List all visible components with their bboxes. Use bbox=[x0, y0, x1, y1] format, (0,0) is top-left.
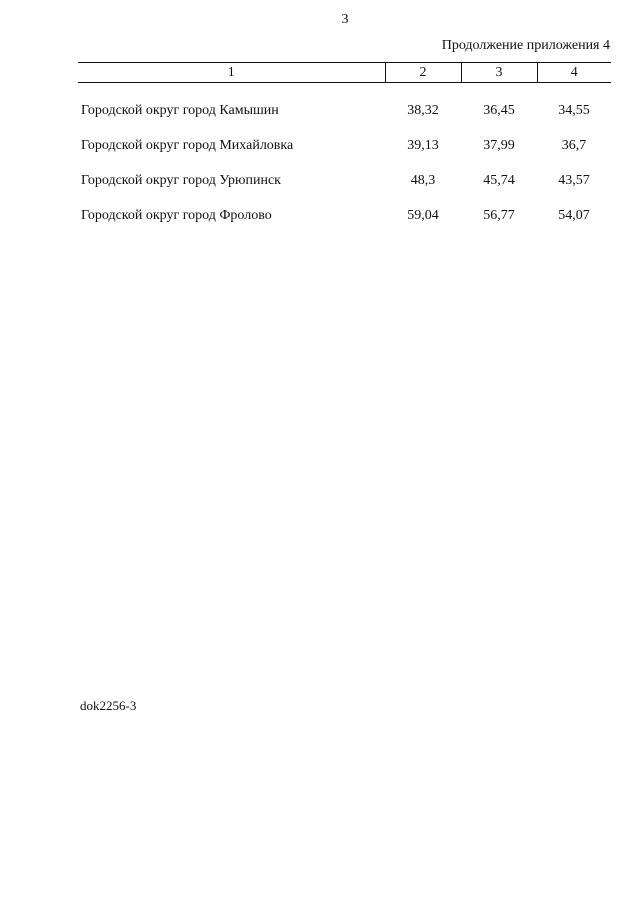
row-name: Городской округ город Фролово bbox=[81, 207, 272, 223]
row-value-col3: 45,74 bbox=[483, 172, 515, 188]
table-row bbox=[78, 83, 611, 129]
column-header-4: 4 bbox=[537, 63, 611, 83]
table-row bbox=[78, 163, 611, 198]
row-value-col3: 36,45 bbox=[483, 102, 515, 118]
table-header-row bbox=[78, 63, 611, 83]
row-name: Городской округ город Урюпинск bbox=[81, 172, 281, 188]
document-id: dok2256-3 bbox=[80, 698, 137, 713]
row-value-col2: 38,32 bbox=[407, 102, 439, 118]
table-row bbox=[78, 128, 611, 163]
row-value-col2: 48,3 bbox=[410, 172, 436, 188]
page-number: 3 bbox=[341, 12, 349, 27]
data-table-container bbox=[78, 62, 611, 233]
column-header-1: 1 bbox=[78, 63, 385, 83]
table-row bbox=[78, 198, 611, 233]
row-value-col3: 56,77 bbox=[483, 207, 515, 223]
row-value-col4: 34,55 bbox=[558, 102, 590, 118]
row-value-col4: 54,07 bbox=[558, 207, 590, 223]
row-value-col2: 59,04 bbox=[407, 207, 439, 223]
column-header-3: 3 bbox=[461, 63, 537, 83]
row-value-col4: 36,7 bbox=[561, 137, 587, 153]
appendix-continuation-label: Продолжение приложения 4 bbox=[441, 38, 610, 53]
row-name: Городской округ город Михайловка bbox=[81, 137, 294, 153]
row-name: Городской округ город Камышин bbox=[81, 102, 279, 118]
row-value-col3: 37,99 bbox=[483, 137, 515, 153]
column-header-2: 2 bbox=[385, 63, 461, 83]
row-value-col2: 39,13 bbox=[407, 137, 439, 153]
row-value-col4: 43,57 bbox=[558, 172, 590, 188]
data-table bbox=[78, 62, 611, 233]
